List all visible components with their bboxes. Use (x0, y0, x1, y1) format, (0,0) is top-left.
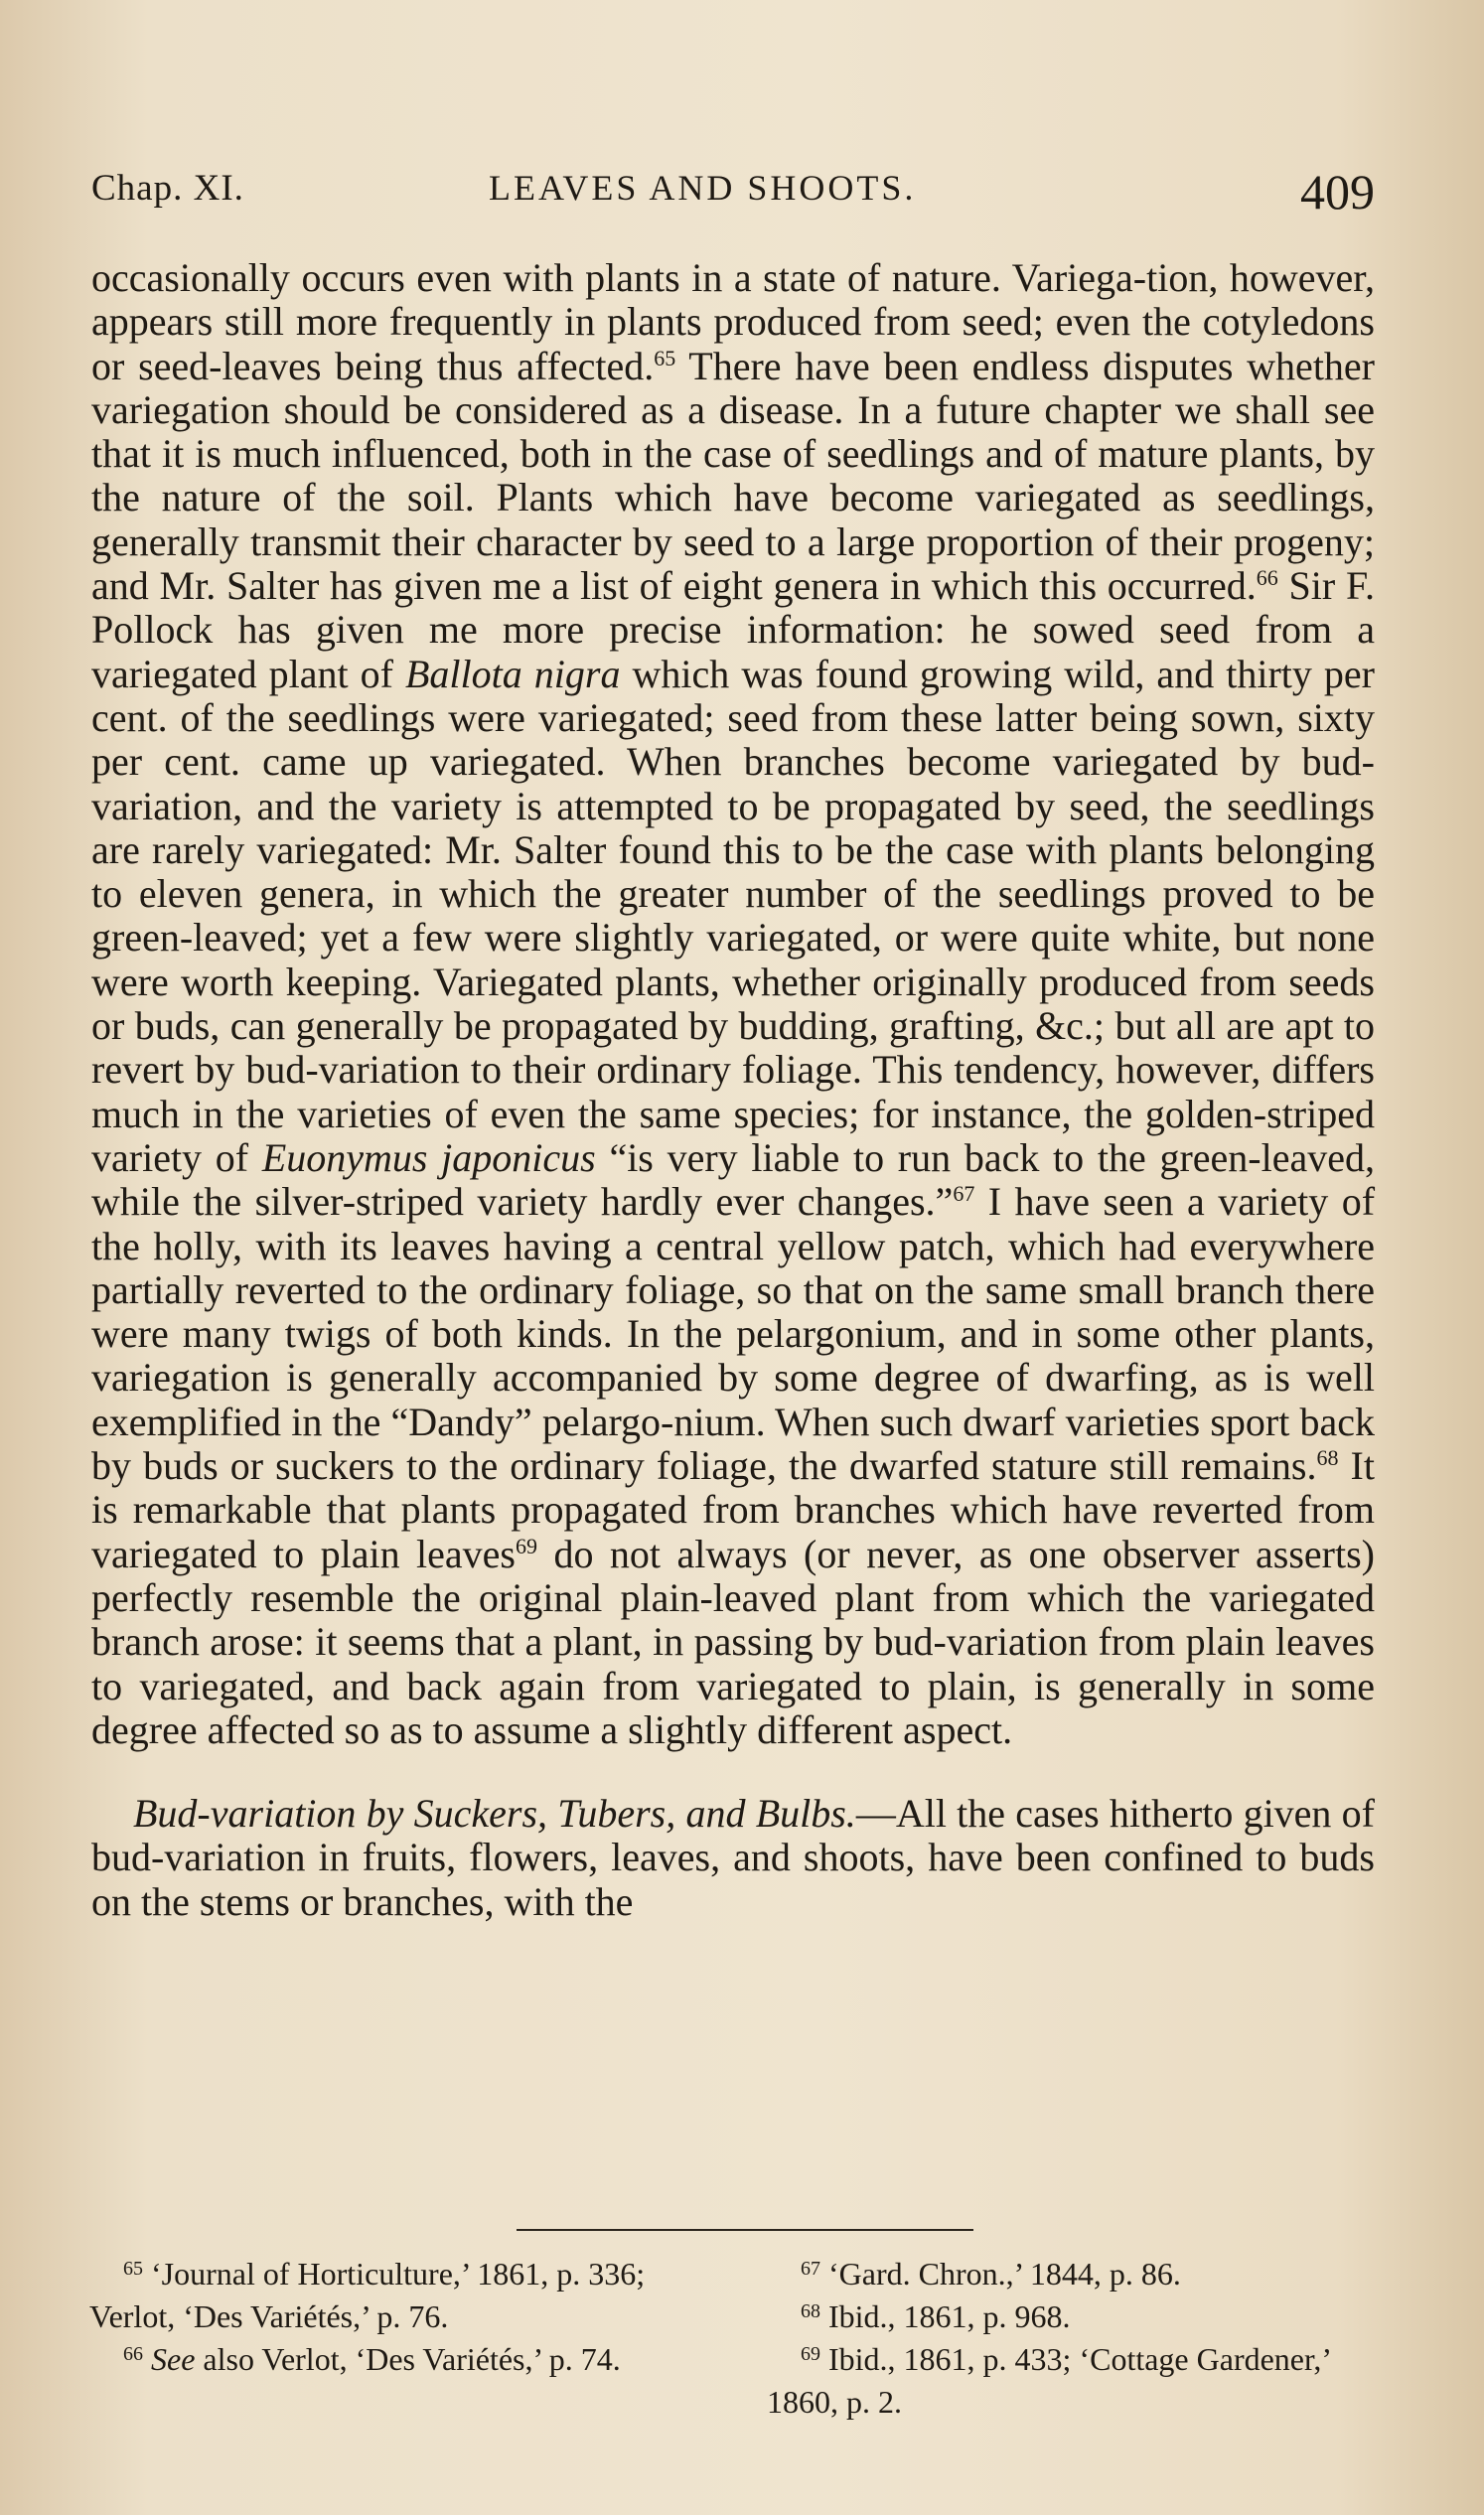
text-run: There have been endless disputes whether variegation should be considered as a disease. In a future chapter we shall see that it is much influenced, both in the case of seedlings and of mature plants, by the nature of the soil. Plants which have become variegated as seedlings, generally transmit their character by seed to a large proportion of their progeny; and Mr. Salter has given me a list of eight genera in which this occurred. (91, 343, 1375, 609)
footnote-text: ‘Gard. Chron.,’ 1844, p. 86. (820, 2256, 1181, 2292)
running-header (91, 149, 1375, 228)
body-text (91, 256, 1375, 1924)
footnote-number: 69 (801, 2343, 820, 2365)
footnote-number: 68 (801, 2300, 820, 2322)
footnote-text: ‘Journal of Horticulture,’ 1861, p. 336; Verlot, ‘Des Variétés,’ p. 76. (89, 2256, 646, 2334)
footnote-ref-65: 65 (654, 345, 676, 370)
footnotes-right-column (767, 2253, 1383, 2424)
text-run: “is very liable to run back to the green-leaved, while the silver-striped variety hardly ever changes.” (91, 1134, 1375, 1225)
text-run: occasionally occurs even with plants in a state of nature. Variega-tion, however, appears still more frequently in plants produced from seed; even the cotyledons or seed-leaves being thus affected. (91, 255, 1375, 388)
text-run: Sir F. Pollock has given me more precise information: he sowed seed from a variegated plant of (91, 563, 1375, 696)
footnote-number: 67 (801, 2258, 820, 2280)
footnote-ref-67: 67 (953, 1181, 975, 1207)
chapter-label: Chap. XI. (91, 168, 244, 209)
footnote-65 (89, 2253, 715, 2338)
footnote-ref-69: 69 (516, 1533, 537, 1558)
footnote-text: Ibid., 1861, p. 433; ‘Cottage Gardener,’ 1860, p. 2. (767, 2341, 1330, 2420)
footnote-69 (767, 2338, 1383, 2424)
footnote-number: 65 (123, 2258, 143, 2280)
footnote-68 (767, 2295, 1383, 2338)
species-name-ballota: Ballota nigra (404, 651, 621, 696)
running-title: LEAVES AND SHOOTS. (489, 168, 917, 208)
footnote-ref-68: 68 (1316, 1445, 1339, 1471)
footnote-text: also Verlot, ‘Des Variétés,’ p. 74. (195, 2341, 621, 2377)
species-name-euonymus: Euonymus japonicus (261, 1134, 596, 1180)
text-run: —All the cases hitherto given of bud-variation in fruits, flowers, leaves, and shoots, have been confined to buds on the stems or branches, with the (91, 1791, 1375, 1924)
paragraph-bud-variation (91, 1792, 1375, 1924)
section-heading: Bud-variation by Suckers, Tubers, and Bulbs. (133, 1791, 856, 1837)
text-run: I have seen a variety of the holly, with its leaves having a central yellow patch, which had everywhere partially reverted to the ordinary foliage, so that on the same small branch there were many twigs of both kinds. In the pelargonium, and in some other plants, variegation is generally accompanied by some degree of dwarfing, as is well exemplified in the “Dandy” pelargo-nium. When such dwarf varieties sport back by buds or suckers to the ordinary foliage, the dwarfed stature still remains. (91, 1179, 1376, 1489)
paragraph-variegation (91, 256, 1375, 1752)
text-run: do not always (or never, as one observer asserts) perfectly resemble the original plain-leaved plant from which the variegated branch arose: it seems that a plant, in passing by bud-variation from plain leaves to variegated, and back again from variegated to plain, is generally in some degree affected so as to assume a slightly different aspect. (91, 1531, 1375, 1752)
footnote-see: See (151, 2341, 196, 2377)
footnote-divider (517, 2229, 973, 2231)
footnote-number: 66 (123, 2343, 143, 2365)
footnote-67 (767, 2253, 1383, 2295)
text-run: It is remarkable that plants propagated from branches which have reverted from variegated to plain leaves (91, 1443, 1375, 1576)
footnote-66 (89, 2338, 715, 2381)
text-run: which was found growing wild, and thirty per cent. of the seedlings were variegated; seed from these latter being sown, sixty per cent. came up variegated. When branches become variegated by bud-variation, and the variety is attempted to be propagated by seed, the seedlings are rarely variegated: Mr. Salter found this to be the case with plants belonging to eleven genera, in which the greater number of the seedlings proved to be green-leaved; yet a few were slightly variegated, or were quite white, but none were worth keeping. Variegated plants, whether originally produced from seeds or buds, can generally be propagated by budding, grafting, &c.; but all are apt to revert by bud-variation to their ordinary foliage. This tendency, however, differs much in the varieties of even the same species; for instance, the golden-striped variety of (91, 651, 1375, 1180)
footnote-ref-66: 66 (1256, 565, 1278, 591)
footnotes-left-column (89, 2253, 715, 2381)
footnote-text: Ibid., 1861, p. 968. (820, 2298, 1071, 2334)
page-number: 409 (1300, 164, 1375, 220)
